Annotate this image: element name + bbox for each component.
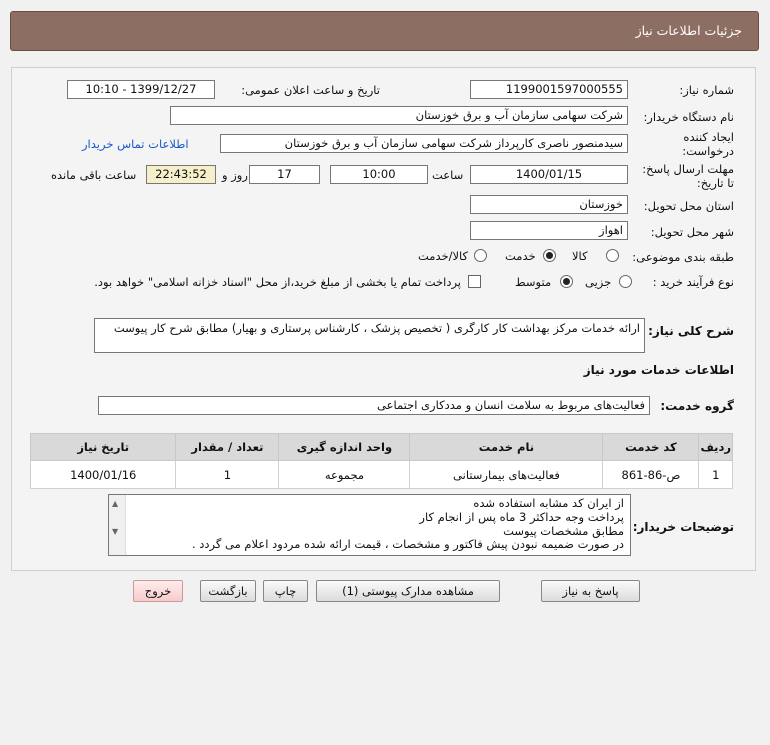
announce-datetime-label: تاریخ و ساعت اعلان عمومی: xyxy=(241,83,380,97)
requester-field: سیدمنصور ناصری کارپرداز شرکت سهامی سازمان آب و برق خوزستان xyxy=(220,134,628,153)
deadline-label: مهلت ارسال پاسخ: تا تاریخ: xyxy=(642,162,734,190)
services-table xyxy=(30,433,733,489)
exit-button[interactable]: خروج xyxy=(133,580,183,602)
city-field: اهواز xyxy=(470,221,628,240)
requester-label: ایجاد کننده درخواست: xyxy=(682,130,734,158)
purchase-option-medium: متوسط xyxy=(515,275,552,289)
category-label: طبقه بندی موضوعی: xyxy=(632,250,734,264)
time-left-field: 22:43:52 xyxy=(146,165,216,184)
category-radio-goods[interactable] xyxy=(606,249,619,262)
province-field: خوزستان xyxy=(470,195,628,214)
note-line: مطابق مشخصات پیوست xyxy=(503,523,624,538)
category-option-service: خدمت xyxy=(505,249,536,263)
back-button[interactable]: بازگشت xyxy=(200,580,256,602)
category-option-goods-service: کالا/خدمت xyxy=(418,249,469,263)
buyer-contact-link[interactable]: اطلاعات تماس خریدار xyxy=(82,137,189,151)
cell-service-name: فعالیت‌های بیمارستانی xyxy=(410,461,603,489)
category-radio-service[interactable] xyxy=(543,249,556,262)
buyer-org-label: نام دستگاه خریدار: xyxy=(643,110,734,124)
service-group-label: گروه خدمت: xyxy=(660,399,734,413)
deadline-date-field: 1400/01/15 xyxy=(470,165,628,184)
deadline-time-label: ساعت xyxy=(432,168,464,182)
note-line: از ایران کد مشابه استفاده شده xyxy=(473,496,624,510)
col-header-row-number: ردیف xyxy=(699,434,733,461)
note-line: در صورت ضمیمه نبودن پیش فاکتور و مشخصات ، قیمت ارائه شده مردود اعلام می گردد . xyxy=(191,537,624,552)
treasury-payment-note: پرداخت تمام یا بخشی از مبلغ خرید،از محل "اسناد خزانه اسلامی" خواهد بود. xyxy=(94,275,461,289)
col-header-need-date: تاریخ نیاز xyxy=(31,434,176,461)
need-number-field: 1199001597000555 xyxy=(470,80,628,99)
cell-row-number: 1 xyxy=(699,461,733,489)
category-radio-goods-service[interactable] xyxy=(474,249,487,262)
buyer-notes-label: توضیحات خریدار: xyxy=(632,520,734,534)
purchase-radio-minor[interactable] xyxy=(619,275,632,288)
print-button[interactable]: چاپ xyxy=(263,580,308,602)
scroll-up-icon[interactable]: ▲ xyxy=(112,499,119,508)
purchase-type-label: نوع فرآیند خرید : xyxy=(652,275,734,289)
province-label: استان محل تحویل: xyxy=(643,199,734,213)
service-group-field: فعالیت‌های مربوط به سلامت انسان و مددکاری اجتماعی xyxy=(98,396,650,415)
reply-to-need-button[interactable]: پاسخ به نیاز xyxy=(541,580,640,602)
need-number-label: شماره نیاز: xyxy=(679,83,734,97)
table-header-row xyxy=(31,434,733,461)
purchase-option-minor: جزیی xyxy=(585,275,612,289)
city-label: شهر محل تحویل: xyxy=(650,225,734,239)
deadline-time-field: 10:00 xyxy=(330,165,428,184)
buyer-org-field: شرکت سهامی سازمان آب و برق خوزستان xyxy=(170,106,628,125)
cell-need-date: 1400/01/16 xyxy=(31,461,176,489)
category-option-goods: کالا xyxy=(572,249,588,263)
days-left-field: 17 xyxy=(249,165,320,184)
col-header-service-name: نام خدمت xyxy=(410,434,603,461)
notes-scrollbar[interactable] xyxy=(109,495,126,555)
view-attachments-button[interactable]: مشاهده مدارک پیوستی (1) xyxy=(316,580,500,602)
description-label: شرح کلی نیاز: xyxy=(648,324,734,338)
buyer-notes-textarea[interactable] xyxy=(108,494,631,556)
col-header-quantity: تعداد / مقدار xyxy=(176,434,279,461)
scroll-down-icon[interactable]: ▼ xyxy=(112,527,119,536)
page-header xyxy=(10,11,759,51)
cell-quantity: 1 xyxy=(176,461,279,489)
table-row xyxy=(31,461,733,489)
note-line: پرداخت وجه حداکثر 3 ماه پس از انجام کار xyxy=(419,509,624,524)
days-and-label: روز و xyxy=(222,168,248,182)
purchase-radio-medium[interactable] xyxy=(560,275,573,288)
page-title: جزئیات اطلاعات نیاز xyxy=(635,23,742,38)
remaining-label: ساعت باقی مانده xyxy=(51,168,137,182)
col-header-service-code: کد خدمت xyxy=(603,434,699,461)
description-field: ارائه خدمات مرکز بهداشت کار کارگری ( تخصیص پزشک ، کارشناس پرستاری و بهیار) مطابق شرح کار پیوست xyxy=(94,318,645,353)
announce-datetime-field: 1399/12/27 - 10:10 xyxy=(67,80,215,99)
cell-service-code: ص-86-861 xyxy=(603,461,699,489)
services-info-heading: اطلاعات خدمات مورد نیاز xyxy=(583,363,734,377)
cell-unit: مجموعه xyxy=(279,461,410,489)
col-header-unit: واحد اندازه گیری xyxy=(279,434,410,461)
treasury-payment-checkbox[interactable] xyxy=(468,275,481,288)
